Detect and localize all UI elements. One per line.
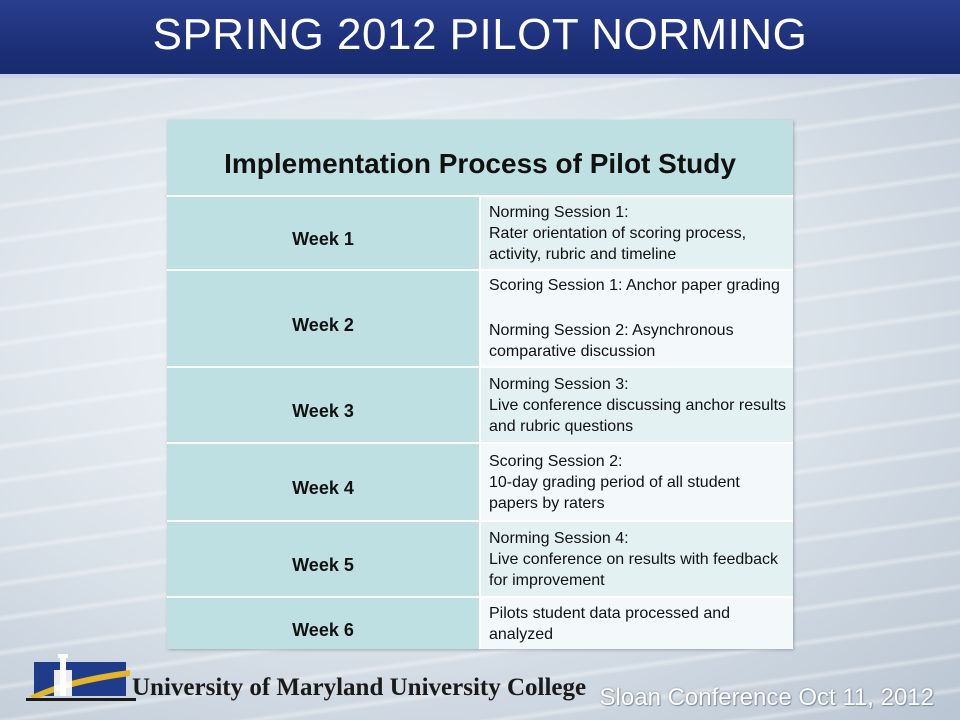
week-label: Week 6 — [167, 597, 480, 649]
description-line: Norming Session 1: — [489, 203, 629, 221]
table-row-week-4 — [167, 443, 793, 521]
footer-conference-text: Sloan Conference Oct 11, 2012 — [599, 684, 934, 711]
description-line: Scoring Session 1: Anchor paper grading — [489, 277, 780, 294]
description-line: Rater orientation of scoring process, activity, rubric and timeline — [489, 224, 747, 263]
week-label: Week 3 — [167, 367, 480, 443]
table-row-week-5 — [167, 521, 793, 597]
slide-title: SPRING 2012 PILOT NORMING — [152, 10, 808, 59]
table-row-week-6 — [167, 597, 793, 649]
description-line: Live conference discussing anchor results and rubric questions — [489, 396, 787, 435]
university-logo-icon — [26, 652, 136, 704]
table-row-week-3 — [167, 367, 793, 443]
week-label: Week 4 — [167, 443, 480, 521]
week-label: Week 2 — [167, 270, 480, 367]
description-line: 10-day grading period of all student papers by raters — [489, 473, 740, 512]
week-label: Week 1 — [167, 196, 480, 270]
week-description — [480, 367, 793, 443]
week-description — [480, 521, 793, 597]
table-title: Implementation Process of Pilot Study — [167, 120, 793, 196]
week-description — [480, 270, 793, 367]
university-name: University of Maryland University College — [132, 674, 587, 701]
table-row-week-1 — [167, 196, 793, 270]
description-line: Norming Session 3: — [489, 375, 629, 393]
week-description — [480, 443, 793, 521]
description-line: Norming Session 2: Asynchronous comparative discussion — [489, 322, 734, 360]
table-row-week-2 — [167, 270, 793, 367]
process-table — [167, 120, 793, 649]
description-line: Norming Session 4: — [489, 529, 629, 547]
description-line: Live conference on results with feedback for improvement — [489, 550, 779, 589]
week-description — [480, 196, 793, 270]
description-line: Pilots student data processed and analyzed — [489, 604, 731, 643]
week-label: Week 5 — [167, 521, 480, 597]
week-description — [480, 597, 793, 649]
description-line: Scoring Session 2: — [489, 452, 623, 470]
